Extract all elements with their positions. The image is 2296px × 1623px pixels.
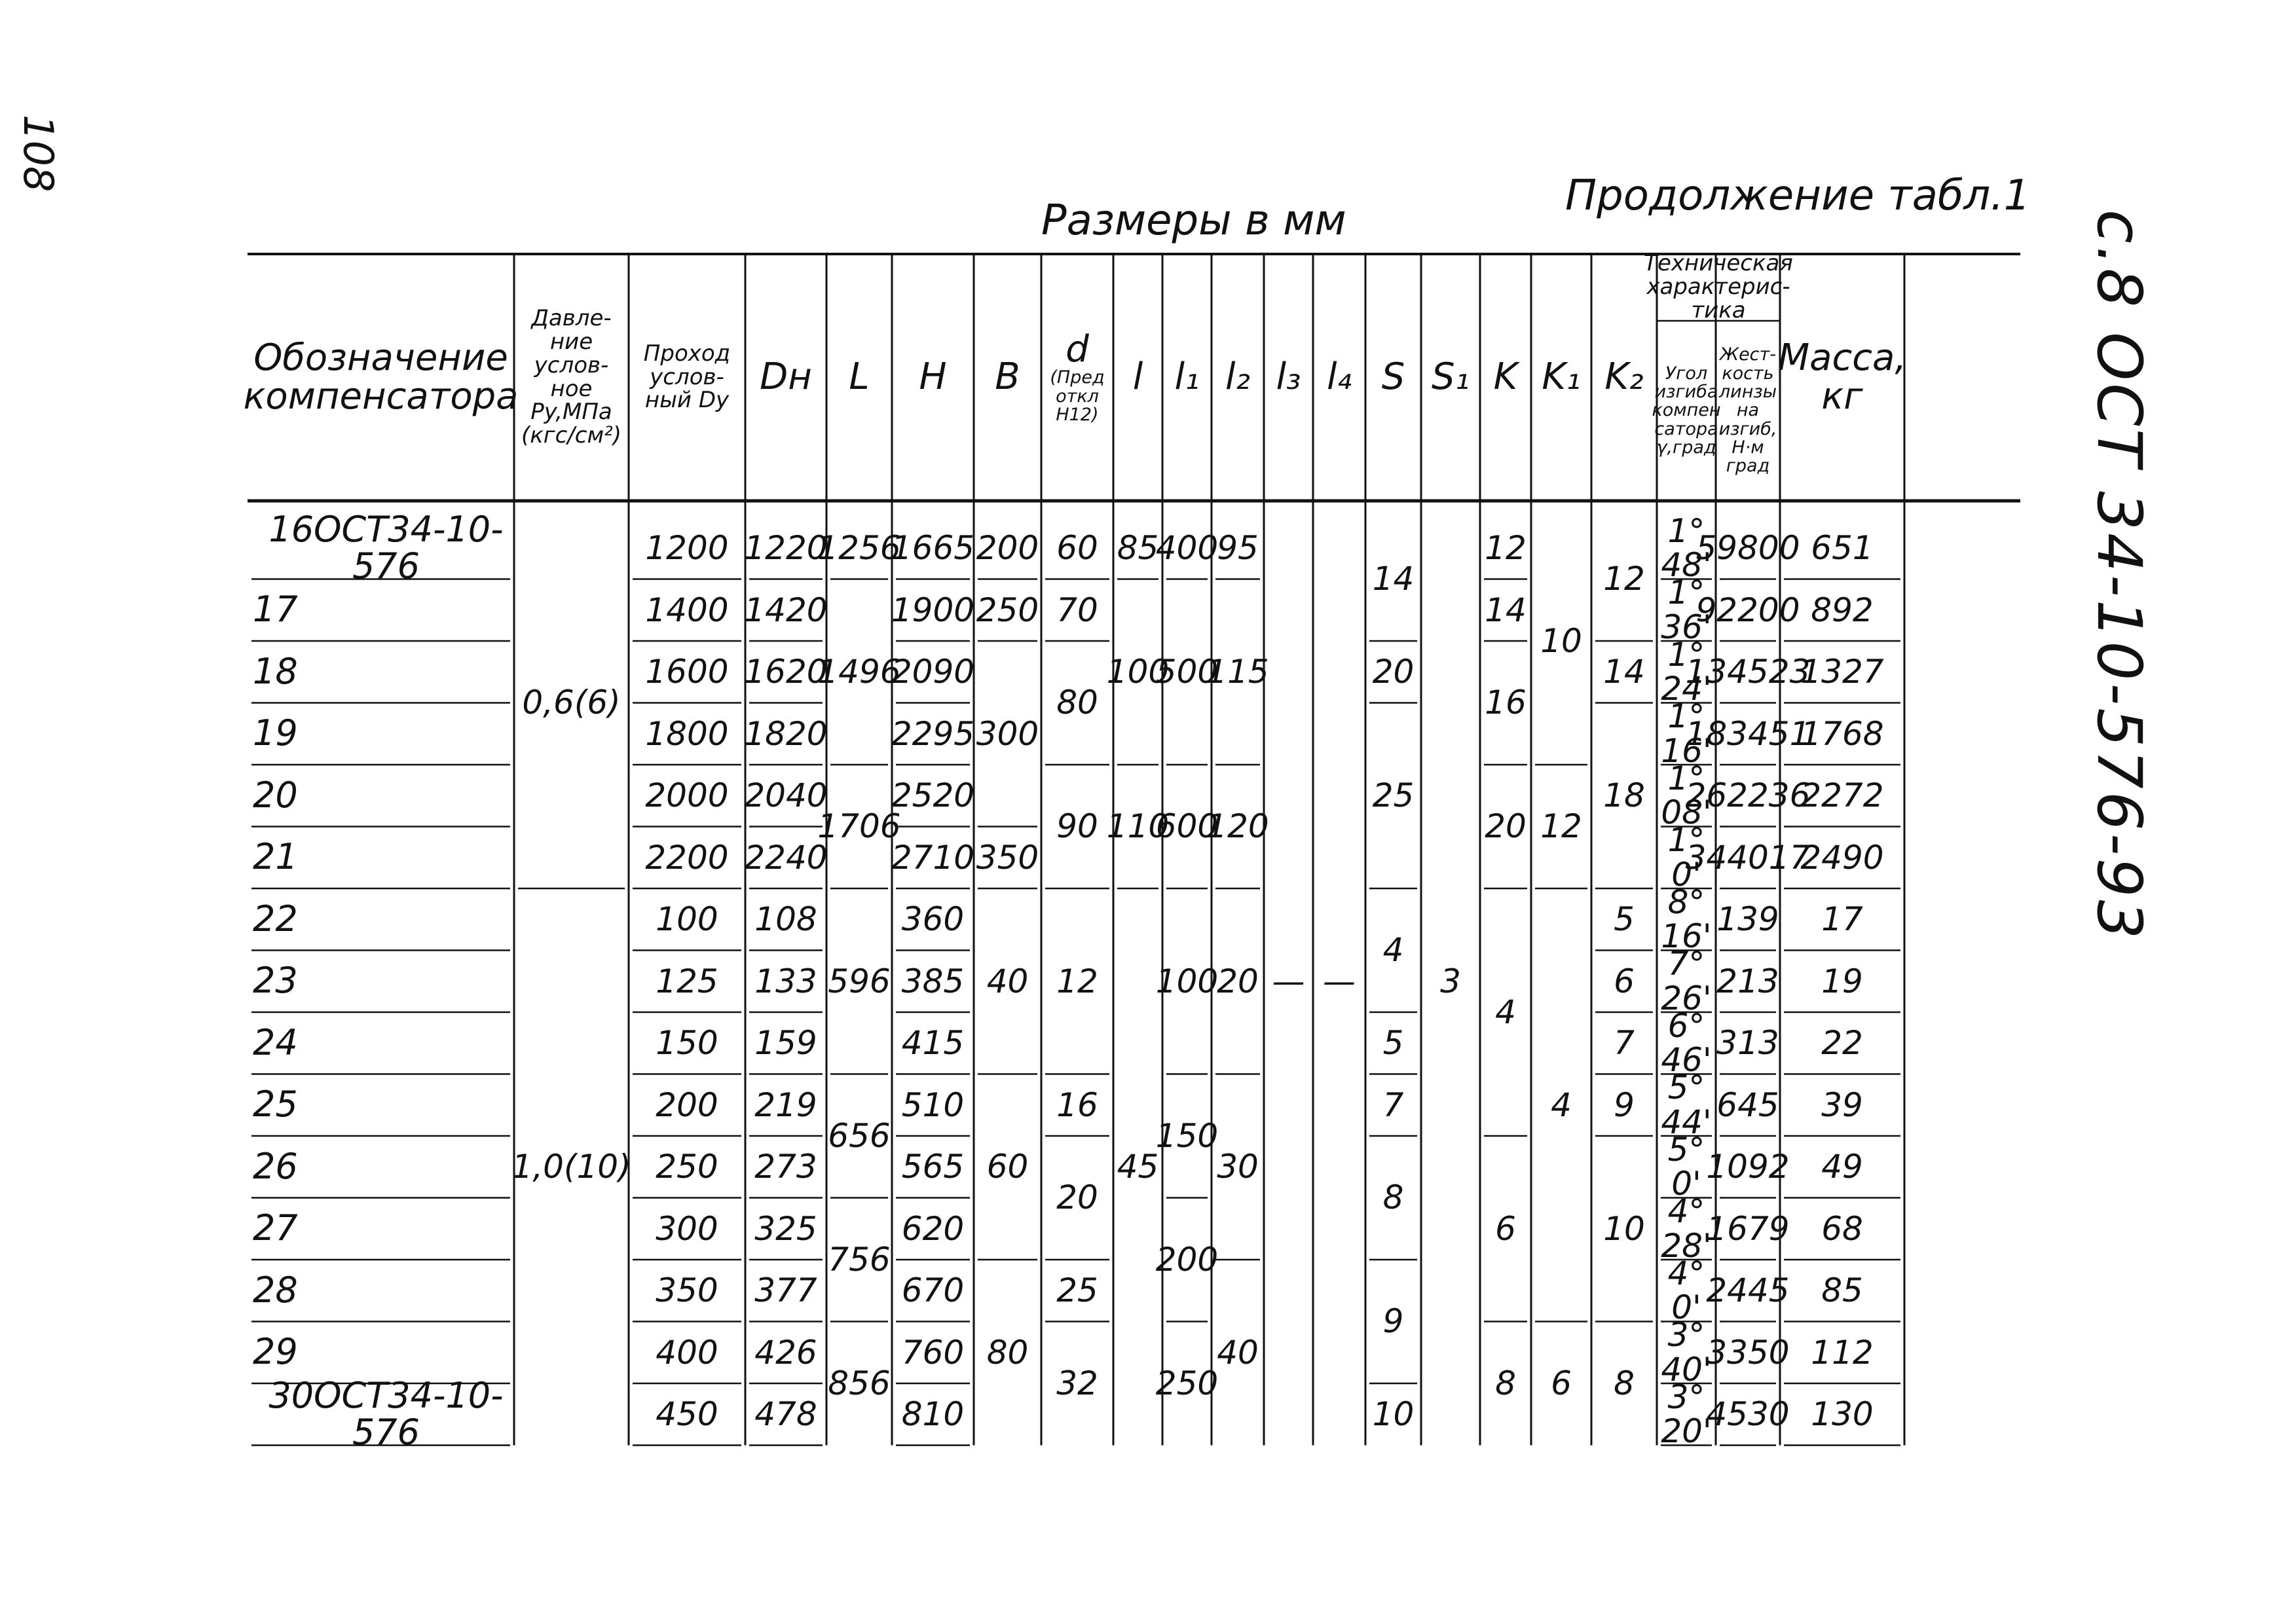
d-cell: 16 xyxy=(1056,1085,1098,1124)
H-cell: 1665 xyxy=(891,529,975,567)
dy-cell: 1200 xyxy=(645,529,729,567)
L-cell: 1256 xyxy=(817,529,901,567)
K2-cell: 9 xyxy=(1614,1085,1635,1124)
l4-cell: — xyxy=(1323,962,1356,1000)
mass-cell: 39 xyxy=(1821,1085,1863,1124)
angle-cell: 1° 36' xyxy=(1661,574,1712,646)
L-cell: 1706 xyxy=(817,807,901,846)
angle-cell: 3° 20' xyxy=(1661,1377,1712,1451)
l2-cell: 115 xyxy=(1206,653,1269,691)
header-dn: Dн xyxy=(760,356,812,399)
angle-cell: 4° 28' xyxy=(1661,1192,1712,1265)
angle-cell: 1° 16' xyxy=(1661,697,1712,770)
d-cell: 25 xyxy=(1056,1271,1098,1309)
angle-cell: 4° 0' xyxy=(1667,1254,1705,1327)
l-cell: 85 xyxy=(1117,529,1159,567)
dy-cell: 150 xyxy=(656,1024,718,1062)
K2-cell: 12 xyxy=(1603,560,1645,598)
dy-cell: 1800 xyxy=(645,714,729,753)
mass-cell: 19 xyxy=(1821,962,1863,1000)
l3-cell: — xyxy=(1272,962,1305,1000)
dimensions-note: Размеры в мм xyxy=(1041,196,1346,245)
header-K1: K₁ xyxy=(1542,356,1581,399)
angle-cell: 5° 0' xyxy=(1667,1130,1705,1203)
dy-cell: 350 xyxy=(656,1271,718,1309)
K2-cell: 14 xyxy=(1603,653,1645,691)
d-cell: 20 xyxy=(1056,1178,1098,1217)
header-S1: S₁ xyxy=(1432,356,1470,399)
header-passage: Проход услов-ный Dy xyxy=(643,340,731,414)
header-l1: l₁ xyxy=(1174,356,1200,399)
stiffness-cell: 183451 xyxy=(1685,714,1811,753)
mass-cell: 1327 xyxy=(1800,653,1884,691)
K-cell: 4 xyxy=(1495,993,1516,1031)
dy-cell: 450 xyxy=(656,1395,718,1433)
S-cell: 4 xyxy=(1382,931,1404,970)
stiffness-cell: 213 xyxy=(1716,962,1779,1000)
H-cell: 2710 xyxy=(891,838,975,877)
H-cell: 760 xyxy=(901,1333,965,1372)
dn-cell: 2040 xyxy=(744,776,828,814)
dn-cell: 478 xyxy=(754,1395,817,1433)
header-tech: Техническая характерис-тика xyxy=(1644,250,1793,323)
page-number: 108 xyxy=(14,115,62,192)
H-cell: 620 xyxy=(901,1209,965,1248)
l1-cell: 400 xyxy=(1155,529,1219,567)
stiffness-cell: 139 xyxy=(1716,900,1779,938)
B-cell: 60 xyxy=(986,1148,1029,1186)
L-cell: 756 xyxy=(828,1240,891,1279)
header-l2: l₂ xyxy=(1225,356,1250,399)
header-d xyxy=(1041,254,1113,501)
designation-cell: 20 xyxy=(253,774,298,816)
dn-cell: 133 xyxy=(754,962,817,1000)
stiffness-cell: 262236 xyxy=(1685,776,1811,814)
mass-cell: 651 xyxy=(1811,529,1874,567)
stiffness-cell: 92200 xyxy=(1695,591,1800,629)
S-cell: 20 xyxy=(1372,653,1415,691)
mass-cell: 892 xyxy=(1811,591,1874,629)
K1-cell: 10 xyxy=(1540,621,1582,660)
designation-cell: 25 xyxy=(253,1084,298,1125)
B-cell: 200 xyxy=(976,529,1039,567)
designation-cell: 16ОСТ34-10-576 xyxy=(268,508,504,587)
l1-cell: 200 xyxy=(1155,1240,1219,1279)
dn-cell: 1620 xyxy=(744,653,828,691)
S-cell: 7 xyxy=(1382,1085,1404,1124)
K1-cell: 12 xyxy=(1540,807,1582,846)
angle-cell: 5° 44' xyxy=(1661,1068,1712,1141)
mass-cell: 112 xyxy=(1811,1333,1874,1372)
stiffness-cell: 2445 xyxy=(1706,1271,1790,1309)
S-cell: 10 xyxy=(1372,1395,1415,1433)
header-K2: K₂ xyxy=(1604,356,1644,399)
designation-cell: 18 xyxy=(253,650,298,692)
angle-cell: 8° 16' xyxy=(1661,883,1712,956)
stiffness-cell: 4530 xyxy=(1706,1395,1790,1433)
header-H: H xyxy=(919,356,947,399)
L-cell: 656 xyxy=(828,1116,891,1155)
l2-cell: 40 xyxy=(1217,1333,1259,1372)
designation-cell: 30ОСТ34-10-576 xyxy=(268,1374,504,1453)
l1-cell: 150 xyxy=(1155,1116,1219,1155)
dn-cell: 426 xyxy=(754,1333,817,1372)
H-cell: 2295 xyxy=(891,714,975,753)
table-caption: Продолжение табл.1 xyxy=(1565,172,2031,220)
dn-cell: 219 xyxy=(754,1085,817,1124)
dn-cell: 1220 xyxy=(744,529,828,567)
K2-cell: 18 xyxy=(1603,776,1645,814)
stiffness-cell: 59800 xyxy=(1695,529,1800,567)
l-cell: 110 xyxy=(1106,807,1170,846)
dn-cell: 325 xyxy=(754,1209,817,1248)
K-cell: 8 xyxy=(1495,1364,1516,1402)
H-cell: 2520 xyxy=(891,776,975,814)
header-K: K xyxy=(1493,356,1518,399)
mass-cell: 2272 xyxy=(1800,776,1884,814)
S-cell: 8 xyxy=(1382,1178,1404,1217)
K2-cell: 5 xyxy=(1614,900,1635,938)
header-S: S xyxy=(1381,356,1405,399)
stiffness-cell: 645 xyxy=(1716,1085,1779,1124)
l2-cell: 120 xyxy=(1206,807,1269,846)
mass-cell: 130 xyxy=(1811,1395,1874,1433)
B-cell: 40 xyxy=(986,962,1029,1000)
H-cell: 510 xyxy=(901,1085,965,1124)
stiffness-cell: 313 xyxy=(1716,1024,1779,1062)
B-cell: 250 xyxy=(976,591,1039,629)
angle-cell: 6° 46' xyxy=(1661,1006,1712,1080)
K2-cell: 8 xyxy=(1614,1364,1635,1402)
header-d-label: d xyxy=(1065,327,1089,371)
py-cell: 0,6(6) xyxy=(522,684,621,722)
dn-cell: 2240 xyxy=(744,838,828,877)
mass-cell: 85 xyxy=(1821,1271,1863,1309)
K2-cell: 10 xyxy=(1603,1209,1645,1248)
header-stiffness-unit: Н·м град xyxy=(1726,437,1770,477)
dn-cell: 1820 xyxy=(744,714,828,753)
header-pressure: Давле-ние услов-ное Py,МПа (кгс/см²) xyxy=(521,305,622,448)
H-cell: 385 xyxy=(901,962,965,1000)
d-cell: 90 xyxy=(1056,807,1098,846)
angle-cell: 1° 0' xyxy=(1667,821,1705,894)
L-cell: 1496 xyxy=(817,653,901,691)
mass-cell: 2490 xyxy=(1800,838,1884,877)
mass-cell: 68 xyxy=(1821,1209,1863,1248)
l-cell: 45 xyxy=(1117,1148,1159,1186)
S1-cell: 3 xyxy=(1440,962,1461,1000)
mass-cell: 17 xyxy=(1821,900,1863,938)
K1-cell: 6 xyxy=(1551,1364,1572,1402)
header-L: L xyxy=(849,356,870,399)
dy-cell: 2000 xyxy=(645,776,729,814)
dn-cell: 159 xyxy=(754,1024,817,1062)
K-cell: 16 xyxy=(1485,684,1527,722)
stiffness-cell: 1679 xyxy=(1706,1209,1790,1248)
l-cell: 100 xyxy=(1106,653,1170,691)
S-cell: 5 xyxy=(1382,1024,1404,1062)
l2-cell: 95 xyxy=(1217,529,1259,567)
designation-cell: 28 xyxy=(253,1269,298,1311)
dy-cell: 400 xyxy=(656,1333,718,1372)
designation-cell: 24 xyxy=(253,1021,298,1063)
dn-cell: 377 xyxy=(754,1271,817,1309)
designation-cell: 19 xyxy=(253,712,298,754)
d-cell: 12 xyxy=(1056,962,1098,1000)
header-d-note: (Пред откл H12) xyxy=(1050,367,1105,426)
H-cell: 810 xyxy=(901,1395,965,1433)
designation-cell: 29 xyxy=(253,1331,298,1373)
H-cell: 360 xyxy=(901,900,965,938)
designation-cell: 22 xyxy=(253,898,298,939)
designation-cell: 21 xyxy=(253,836,298,878)
l2-cell: 20 xyxy=(1217,962,1259,1000)
stiffness-cell: 134523 xyxy=(1685,653,1811,691)
mass-cell: 49 xyxy=(1821,1148,1863,1186)
d-cell: 60 xyxy=(1056,529,1098,567)
designation-cell: 27 xyxy=(253,1207,298,1249)
B-cell: 300 xyxy=(976,714,1039,753)
py-cell: 1,0(10) xyxy=(511,1148,631,1186)
dy-cell: 1400 xyxy=(645,591,729,629)
header-mass: Масса, кг xyxy=(1777,336,1907,418)
dy-cell: 300 xyxy=(656,1209,718,1248)
designation-cell: 26 xyxy=(253,1145,298,1187)
dy-cell: 1600 xyxy=(645,653,729,691)
H-cell: 565 xyxy=(901,1148,965,1186)
l1-cell: 250 xyxy=(1155,1364,1219,1402)
dn-cell: 108 xyxy=(754,900,817,938)
d-cell: 70 xyxy=(1056,591,1098,629)
B-cell: 350 xyxy=(976,838,1039,877)
angle-cell: 1° 48' xyxy=(1661,511,1712,585)
l2-cell: 30 xyxy=(1217,1148,1259,1186)
angle-cell: 3° 40' xyxy=(1661,1316,1712,1389)
designation-cell: 23 xyxy=(253,960,298,1002)
angle-cell: 7° 26' xyxy=(1661,945,1712,1017)
header-stiffness-label: Жест-кость линзы на изгиб, xyxy=(1718,344,1777,439)
L-cell: 856 xyxy=(828,1364,891,1402)
stiffness-cell: 1092 xyxy=(1706,1148,1790,1186)
mass-cell: 22 xyxy=(1821,1024,1863,1062)
angle-cell: 1° 24' xyxy=(1661,635,1712,708)
header-designation: Обозначение компенсатора xyxy=(243,336,519,418)
S-cell: 9 xyxy=(1382,1302,1404,1341)
stiffness-cell: 344017 xyxy=(1685,838,1811,877)
dy-cell: 200 xyxy=(656,1085,718,1124)
H-cell: 1900 xyxy=(891,591,975,629)
K2-cell: 7 xyxy=(1614,1024,1635,1062)
K1-cell: 4 xyxy=(1551,1085,1572,1124)
header-angle: Угол изгиба компен сатора γ,град xyxy=(1652,363,1721,458)
K2-cell: 6 xyxy=(1614,962,1635,1000)
header-B: B xyxy=(995,356,1020,399)
dy-cell: 2200 xyxy=(645,838,729,877)
designation-cell: 17 xyxy=(253,589,298,630)
header-l: l xyxy=(1132,356,1143,399)
dy-cell: 100 xyxy=(656,900,718,938)
dy-cell: 125 xyxy=(656,962,718,1000)
K-cell: 20 xyxy=(1485,807,1527,846)
dy-cell: 250 xyxy=(656,1148,718,1186)
header-l3: l₃ xyxy=(1276,356,1301,399)
l1-cell: 100 xyxy=(1155,962,1219,1000)
l1-cell: 600 xyxy=(1155,807,1219,846)
document-code: с.8 ОСТ 34-10-576-93 xyxy=(2083,210,2155,942)
dn-cell: 273 xyxy=(754,1148,817,1186)
K-cell: 12 xyxy=(1485,529,1527,567)
l1-cell: 500 xyxy=(1155,653,1219,691)
dn-cell: 1420 xyxy=(744,591,828,629)
header-l4: l₄ xyxy=(1326,356,1352,399)
S-cell: 25 xyxy=(1372,776,1415,814)
header-stiffness xyxy=(1716,321,1780,501)
B-cell: 80 xyxy=(986,1333,1029,1372)
d-cell: 80 xyxy=(1056,684,1098,722)
K-cell: 6 xyxy=(1495,1209,1516,1248)
L-cell: 596 xyxy=(828,962,891,1000)
S-cell: 14 xyxy=(1372,560,1415,598)
H-cell: 2090 xyxy=(891,653,975,691)
mass-cell: 1768 xyxy=(1800,714,1884,753)
stiffness-cell: 3350 xyxy=(1706,1333,1790,1372)
d-cell: 32 xyxy=(1056,1364,1098,1402)
H-cell: 670 xyxy=(901,1271,965,1309)
H-cell: 415 xyxy=(901,1024,965,1062)
angle-cell: 1° 08' xyxy=(1661,759,1712,832)
K-cell: 14 xyxy=(1485,591,1527,629)
